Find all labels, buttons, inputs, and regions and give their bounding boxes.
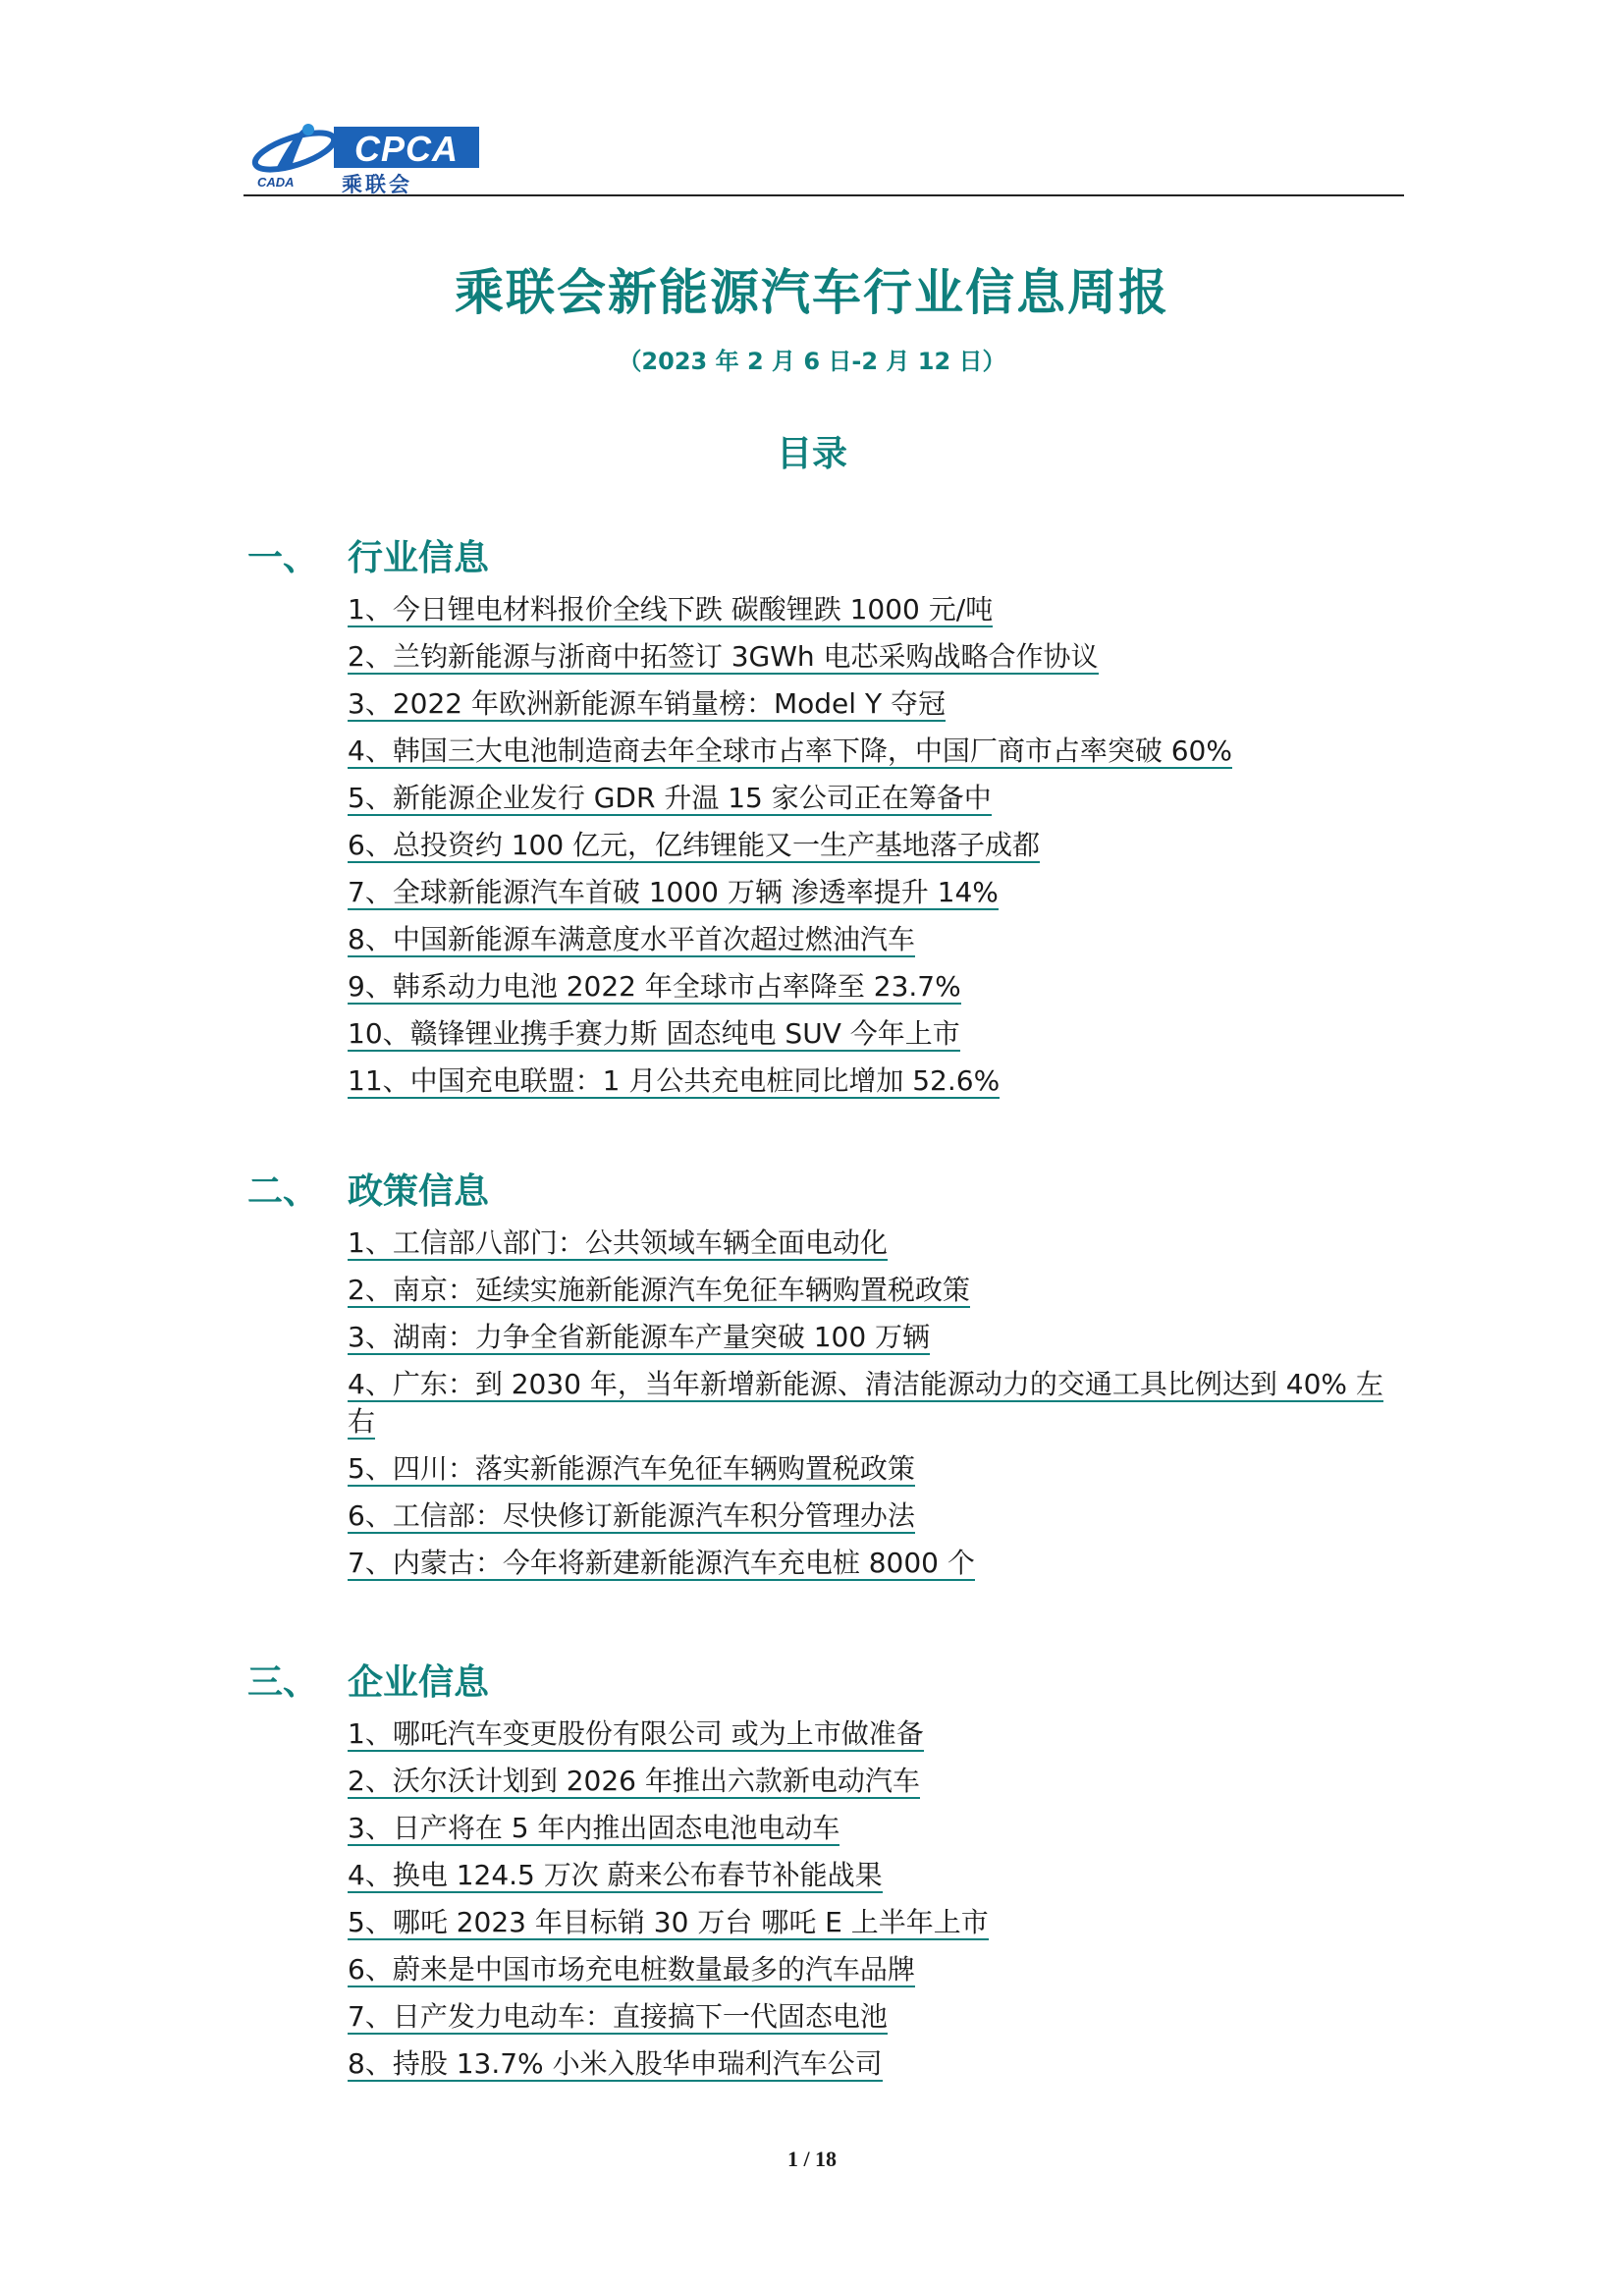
toc-link[interactable]: 7、日产发力电动车：直接搞下一代固态电池 [348,2000,888,2033]
report-title: 乘联会新能源汽车行业信息周报 [455,264,1169,321]
toc-link[interactable]: 3、2022 年欧洲新能源车销量榜：Model Y 夺冠 [348,687,946,720]
toc-link[interactable]: 5、四川：落实新能源汽车免征车辆购置税政策 [348,1452,915,1485]
toc-link[interactable]: 1、哪吒汽车变更股份有限公司 或为上市做准备 [348,1717,924,1750]
toc-link[interactable]: 8、持股 13.7% 小米入股华申瑞利汽车公司 [348,2047,883,2080]
section-heading [247,1164,1406,1224]
toc-list [348,1224,1406,1586]
section-heading [247,530,1406,591]
toc-link[interactable]: 9、韩系动力电池 2022 年全球市占率降至 23.7% [348,970,961,1003]
page-indicator: 1 / 18 [786,2147,838,2171]
section-number: 一、 [247,538,319,578]
report-date-range: （2023 年 2 月 6 日-2 月 12 日） [618,348,1006,375]
logo-small-text: CADA [257,175,295,190]
toc-link[interactable]: 6、工信部：尽快修订新能源汽车积分管理办法 [348,1499,915,1532]
section-title: 行业信息 [348,538,490,578]
toc-link[interactable]: 2、沃尔沃计划到 2026 年推出六款新电动汽车 [348,1765,920,1797]
toc-link[interactable]: 4、韩国三大电池制造商去年全球市占率下降，中国厂商市占率突破 60% [348,734,1232,767]
page-header [244,116,1404,196]
section-heading [247,1655,1406,1715]
toc-link[interactable]: 2、兰钧新能源与浙商中拓签订 3GWh 电芯采购战略合作协议 [348,640,1099,673]
toc-link[interactable]: 7、全球新能源汽车首破 1000 万辆 渗透率提升 14% [348,876,999,908]
toc-link[interactable]: 4、换电 124.5 万次 蔚来公布春节补能战果 [348,1859,883,1891]
logo-swoosh-icon [247,120,346,179]
toc-list [348,1715,1406,2087]
toc-link[interactable]: 6、蔚来是中国市场充电桩数量最多的汽车品牌 [348,1953,915,1986]
section-title: 企业信息 [348,1662,490,1703]
toc-link[interactable]: 10、赣锋锂业携手赛力斯 固态纯电 SUV 今年上市 [348,1017,960,1050]
toc-link[interactable]: 3、湖南：力争全省新能源车产量突破 100 万辆 [348,1321,931,1353]
section-number: 三、 [247,1662,319,1703]
toc-link[interactable]: 6、总投资约 100 亿元，亿纬锂能又一生产基地落子成都 [348,829,1041,861]
section-title: 政策信息 [348,1171,490,1212]
toc-section-industry [247,530,1406,1110]
logo-cn-text: 乘联会 [342,173,412,196]
logo-badge [334,127,479,168]
cpca-logo [247,120,493,196]
logo-text: CPCA [353,129,459,169]
toc-link[interactable]: 11、中国充电联盟：1 月公共充电桩同比增加 52.6% [348,1064,1001,1097]
toc-link[interactable]: 2、南京：延续实施新能源汽车免征车辆购置税政策 [348,1274,970,1306]
toc-link[interactable]: 1、工信部八部门：公共领域车辆全面电动化 [348,1226,888,1259]
toc-link[interactable]: 5、新能源企业发行 GDR 升温 15 家公司正在筹备中 [348,782,992,814]
toc-title: 目录 [776,434,847,474]
toc-link[interactable]: 1、今日锂电材料报价全线下跌 碳酸锂跌 1000 元/吨 [348,593,994,626]
section-number: 二、 [247,1171,319,1212]
toc-link[interactable]: 7、内蒙古：今年将新建新能源汽车充电桩 8000 个 [348,1547,975,1579]
toc-list [348,591,1406,1104]
toc-link[interactable]: 8、中国新能源车满意度水平首次超过燃油汽车 [348,923,915,955]
toc-section-policy [247,1164,1406,1592]
toc-section-company [247,1655,1406,2093]
toc-link[interactable]: 3、日产将在 5 年内推出固态电池电动车 [348,1812,840,1844]
toc-link[interactable]: 4、广东：到 2030 年，当年新增新能源、清洁能源动力的交通工具比例达到 40% 左右 [348,1368,1383,1438]
toc-link[interactable]: 5、哪吒 2023 年目标销 30 万台 哪吒 E 上半年上市 [348,1906,989,1938]
